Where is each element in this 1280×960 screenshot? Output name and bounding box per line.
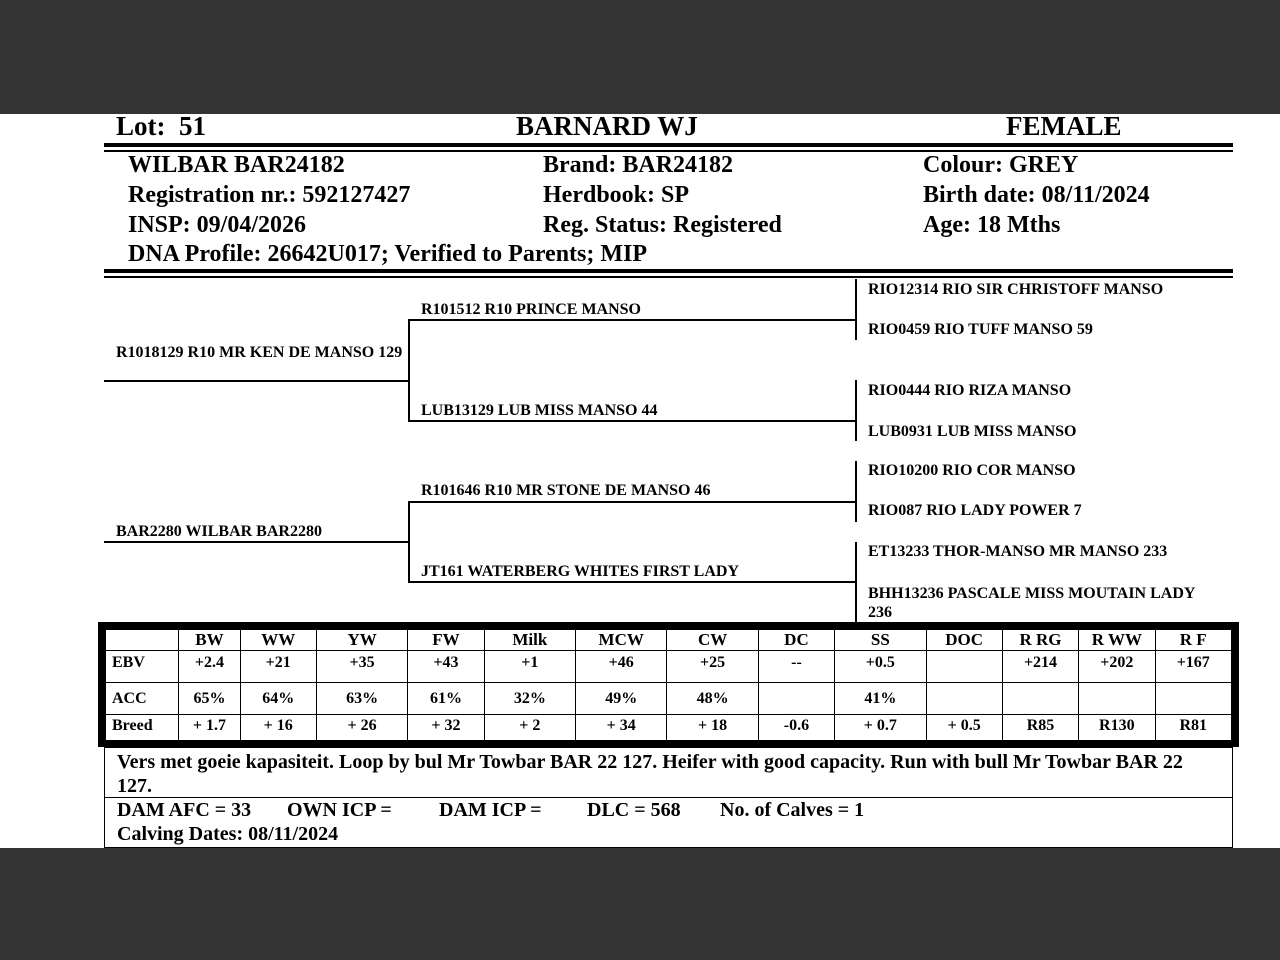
- epd-column-header: [106, 630, 179, 651]
- epd-cell: +46: [576, 651, 667, 683]
- epd-cell: +35: [316, 651, 407, 683]
- epd-cell: R85: [1002, 715, 1078, 741]
- number-of-calves: No. of Calves = 1: [720, 799, 865, 821]
- epd-cell: +1: [484, 651, 575, 683]
- epd-column-header: SS: [835, 630, 926, 651]
- epd-column-header: MCW: [576, 630, 667, 651]
- epd-row: [106, 683, 1232, 715]
- pedigree-ggp-1: RIO12314 RIO SIR CHRISTOFF MANSO: [868, 281, 1164, 298]
- dlc: DLC = 568: [587, 799, 681, 821]
- dna-profile: DNA Profile: 26642U017; Verified to Parents; MIP: [128, 241, 648, 267]
- epd-column-header: BW: [179, 630, 240, 651]
- pedigree-dam-line: [104, 541, 409, 543]
- epd-cell: +25: [667, 651, 758, 683]
- pedigree-ggp-6: RIO087 RIO LADY POWER 7: [868, 502, 1082, 519]
- pedigree-sire-line: [104, 380, 409, 382]
- animal-sex: FEMALE: [1006, 114, 1122, 141]
- epd-cell: +0.5: [835, 651, 926, 683]
- epd-column-header: WW: [240, 630, 316, 651]
- pedigree-bracket-ss: [855, 279, 857, 340]
- epd-column-header: R RG: [1002, 630, 1078, 651]
- epd-cell: R81: [1155, 715, 1232, 741]
- epd-cell: 32%: [484, 683, 575, 715]
- epd-cell: +202: [1079, 651, 1155, 683]
- epd-cell: R130: [1079, 715, 1155, 741]
- epd-cell: +214: [1002, 651, 1078, 683]
- calving-stats: [104, 797, 1233, 848]
- info-rule-thick: [104, 269, 1233, 273]
- pedigree-bracket-dd: [855, 542, 857, 622]
- lot-label: [116, 114, 206, 142]
- epd-column-header: CW: [667, 630, 758, 651]
- pedigree-bracket-ds: [855, 461, 857, 522]
- epd-table: [105, 629, 1232, 741]
- lot-label-text: Lot:: [116, 114, 166, 141]
- epd-column-header: DOC: [926, 630, 1002, 651]
- epd-cell: +21: [240, 651, 316, 683]
- pedigree-sire-sire: R101512 R10 PRINCE MANSO: [421, 301, 641, 318]
- epd-cell: 41%: [835, 683, 926, 715]
- pedigree-ggp-2: RIO0459 RIO TUFF MANSO 59: [868, 321, 1093, 338]
- epd-cell: + 34: [576, 715, 667, 741]
- pedigree-sire: R1018129 R10 MR KEN DE MANSO 129: [116, 344, 403, 361]
- epd-column-header: R F: [1155, 630, 1232, 651]
- epd-cell: [1079, 683, 1155, 715]
- epd-table-frame: [98, 622, 1239, 747]
- epd-cell: + 16: [240, 715, 316, 741]
- epd-row-label: Breed: [106, 715, 179, 741]
- epd-cell: 63%: [316, 683, 407, 715]
- epd-cell: +43: [408, 651, 484, 683]
- calving-dates: Calving Dates: 08/11/2024: [117, 823, 339, 845]
- own-icp: OWN ICP =: [287, 799, 392, 821]
- registration-status: Reg. Status: Registered: [543, 212, 782, 238]
- epd-cell: [926, 683, 1002, 715]
- dam-icp: DAM ICP =: [439, 799, 542, 821]
- epd-cell: [926, 651, 1002, 683]
- dam-afc: DAM AFC = 33: [117, 799, 252, 821]
- epd-cell: + 1.7: [179, 715, 240, 741]
- brand: Brand: BAR24182: [543, 152, 734, 178]
- birth-date: Birth date: 08/11/2024: [923, 182, 1150, 208]
- epd-row-label: EBV: [106, 651, 179, 683]
- epd-row-label: ACC: [106, 683, 179, 715]
- epd-header-row: [106, 630, 1232, 651]
- pedigree-ds-line: [408, 501, 856, 503]
- epd-cell: + 2: [484, 715, 575, 741]
- epd-cell: [1002, 683, 1078, 715]
- epd-cell: + 0.5: [926, 715, 1002, 741]
- epd-cell: + 26: [316, 715, 407, 741]
- epd-cell: + 18: [667, 715, 758, 741]
- age: Age: 18 Mths: [923, 212, 1061, 238]
- epd-cell: + 32: [408, 715, 484, 741]
- herdbook: Herdbook: SP: [543, 182, 690, 208]
- pedigree-ggp-3: RIO0444 RIO RIZA MANSO: [868, 382, 1072, 399]
- epd-column-header: DC: [758, 630, 834, 651]
- lot-number: 51: [179, 114, 206, 141]
- pedigree-dam-sire: R101646 R10 MR STONE DE MANSO 46: [421, 482, 711, 499]
- epd-cell: 65%: [179, 683, 240, 715]
- epd-cell: [758, 683, 834, 715]
- pedigree-ggp-5: RIO10200 RIO COR MANSO: [868, 462, 1076, 479]
- epd-cell: + 0.7: [835, 715, 926, 741]
- pedigree-dam: BAR2280 WILBAR BAR2280: [116, 523, 322, 540]
- pedigree-ggp-8: BHH13236 PASCALE MISS MOUTAIN LADY 236: [868, 585, 1195, 621]
- epd-column-header: Milk: [484, 630, 575, 651]
- pedigree-sire-dam: LUB13129 LUB MISS MANSO 44: [421, 402, 658, 419]
- epd-cell: --: [758, 651, 834, 683]
- epd-column-header: R WW: [1079, 630, 1155, 651]
- pedigree-ss-line: [408, 319, 856, 321]
- pedigree-ggp-7: ET13233 THOR-MANSO MR MANSO 233: [868, 543, 1168, 560]
- epd-cell: -0.6: [758, 715, 834, 741]
- lot-sheet: [0, 114, 1280, 848]
- epd-cell: [1155, 683, 1232, 715]
- seller-name: BARNARD WJ: [516, 114, 698, 141]
- pedigree-bracket-sd: [855, 380, 857, 441]
- epd-cell: 48%: [667, 683, 758, 715]
- epd-column-header: YW: [316, 630, 407, 651]
- pedigree-bracket-sire: [408, 319, 410, 421]
- colour: Colour: GREY: [923, 152, 1079, 178]
- animal-name: WILBAR BAR24182: [128, 152, 345, 178]
- registration-number: Registration nr.: 592127427: [128, 182, 411, 208]
- epd-row: [106, 715, 1232, 741]
- pedigree-bracket-dam: [408, 501, 410, 582]
- pedigree-dam-dam: JT161 WATERBERG WHITES FIRST LADY: [421, 563, 740, 580]
- epd-cell: 61%: [408, 683, 484, 715]
- header-rule-thick: [104, 143, 1233, 147]
- epd-row: [106, 651, 1232, 683]
- epd-column-header: FW: [408, 630, 484, 651]
- epd-cell: +167: [1155, 651, 1232, 683]
- comments: Vers met goeie kapasiteit. Loop by bul Mr Towbar BAR 22 127. Heifer with good capacity. Run with bull Mr Towbar BAR 22 127.: [104, 747, 1233, 798]
- info-rule-thin: [104, 276, 1233, 278]
- epd-cell: 49%: [576, 683, 667, 715]
- pedigree-ggp-4: LUB0931 LUB MISS MANSO: [868, 423, 1077, 440]
- inspection-date: INSP: 09/04/2026: [128, 212, 307, 238]
- pedigree-sd-line: [408, 420, 856, 422]
- epd-cell: +2.4: [179, 651, 240, 683]
- pedigree-dd-line: [408, 581, 856, 583]
- epd-cell: 64%: [240, 683, 316, 715]
